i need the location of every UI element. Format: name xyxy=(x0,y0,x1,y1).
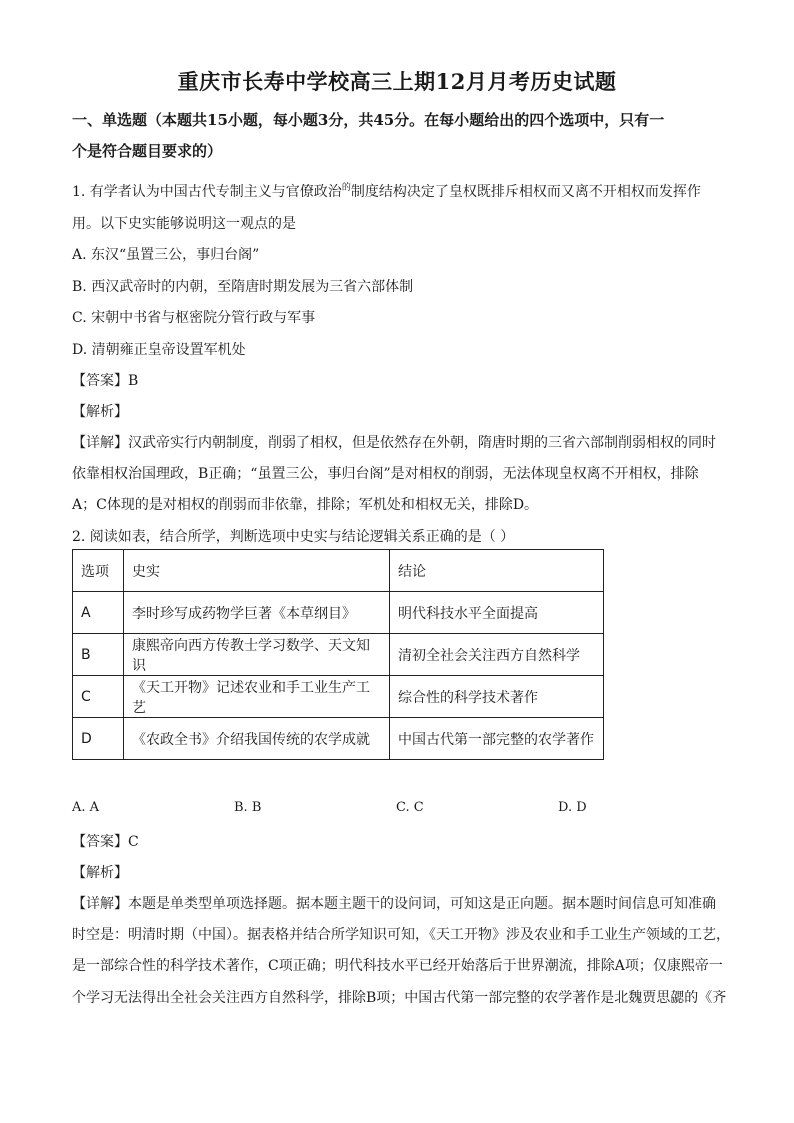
q2-analysis-tag: 【解析】 xyxy=(72,865,128,881)
table-header-option: 选项 xyxy=(73,550,124,592)
q1-stem-superscript: 的 xyxy=(341,183,351,193)
q2-table xyxy=(72,549,604,760)
q1-analysis-tag: 【解析】 xyxy=(72,404,128,420)
table-cell: 康熙帝向西方传教士学习数学、天文知识 xyxy=(124,634,390,676)
q2-detail-line-1: 【详解】本题是单类型单项选择题。据本题主题干的设问词，可知这是正向题。据本题时间信息可知准确 xyxy=(72,896,716,912)
q1-option-a: A. 东汉“虽置三公，事归台阁” xyxy=(72,247,260,263)
q1-stem-line-1 xyxy=(72,180,701,201)
q1-option-b: B. 西汉武帝时的内朝，至隋唐时期发展为三省六部体制 xyxy=(72,279,414,295)
table-cell: 中国古代第一部完整的农学著作 xyxy=(390,718,604,760)
table-cell: C xyxy=(73,676,124,718)
table-cell: 《农政全书》介绍我国传统的农学成就 xyxy=(124,718,390,760)
table-row xyxy=(73,634,604,676)
q1-answer-value: B xyxy=(128,373,139,389)
table-cell: B xyxy=(73,634,124,676)
q2-detail-line-3: 是一部综合性的科学技术著作，C项正确；明代科技水平已经开始落后于世界潮流，排除A项；仅康熙帝一 xyxy=(72,958,723,974)
q1-stem-part-a: 1. 有学者认为中国古代专制主义与官僚政治 xyxy=(72,184,342,200)
q1-detail-line-3: A；C体现的是对相权的削弱而非依靠，排除；军机处和相权无关，排除D。 xyxy=(72,497,539,513)
table-header-fact: 史实 xyxy=(124,550,390,592)
q1-stem-line-2: 用。以下史实能够说明这一观点的是 xyxy=(72,216,296,232)
q2-choice-d: D. D xyxy=(558,800,587,815)
table-row xyxy=(73,676,604,718)
q1-answer-tag: 【答案】 xyxy=(72,373,128,389)
q2-choice-b: B. B xyxy=(234,800,262,815)
q2-choice-c: C. C xyxy=(396,800,424,815)
q1-detail-line-1: 【详解】汉武帝实行内朝制度，削弱了相权，但是依然存在外朝，隋唐时期的三省六部制削弱相权的同时 xyxy=(72,435,716,451)
q1-answer xyxy=(72,370,138,390)
q2-stem: 2. 阅读如表，结合所学，判断选项中史实与结论逻辑关系正确的是（ ） xyxy=(72,529,515,545)
section-heading-line-2: 个是符合题目要求的） xyxy=(72,142,223,160)
q2-choice-a: A. A xyxy=(72,800,100,815)
q1-stem-part-b: 制度结构决定了皇权既排斥相权而又离不开相权而发挥作 xyxy=(350,184,701,200)
table-cell: 清初全社会关注西方自然科学 xyxy=(390,634,604,676)
page-title: 重庆市长寿中学校高三上期12月月考历史试题 xyxy=(177,69,617,94)
table-header-conclusion: 结论 xyxy=(390,550,604,592)
table-cell: 李时珍写成药物学巨著《本草纲目》 xyxy=(124,592,390,634)
table-row xyxy=(73,718,604,760)
q1-option-d: D. 清朝雍正皇帝设置军机处 xyxy=(72,342,246,358)
table-cell: A xyxy=(73,592,124,634)
table-cell: D xyxy=(73,718,124,760)
q1-option-c: C. 宋朝中书省与枢密院分管行政与军事 xyxy=(72,310,316,326)
section-heading-line-1: 一、单选题（本题共15小题，每小题3分，共45分。在每小题给出的四个选项中，只有一 xyxy=(72,111,665,129)
q2-answer xyxy=(72,831,139,851)
table-cell: 明代科技水平全面提高 xyxy=(390,592,604,634)
q2-detail-line-4: 个学习无法得出全社会关注西方自然科学，排除B项；中国古代第一部完整的农学著作是北魏贾思勰的《齐 xyxy=(72,990,727,1006)
table-header-row xyxy=(73,550,604,592)
table-cell: 综合性的科学技术著作 xyxy=(390,676,604,718)
table-cell: 《天工开物》记述农业和手工业生产工艺 xyxy=(124,676,390,718)
q2-answer-value: C xyxy=(128,834,139,850)
q1-detail-line-2: 依靠相权治国理政，B正确；“虽置三公，事归台阁”是对相权的削弱，无法体现皇权离不开相权，排除 xyxy=(72,466,699,482)
q2-answer-tag: 【答案】 xyxy=(72,834,128,850)
q2-detail-line-2: 时空是：明清时期（中国）。据表格并结合所学知识可知，《天工开物》涉及农业和手工业生产领域的工艺， xyxy=(72,927,730,943)
table-row xyxy=(73,592,604,634)
